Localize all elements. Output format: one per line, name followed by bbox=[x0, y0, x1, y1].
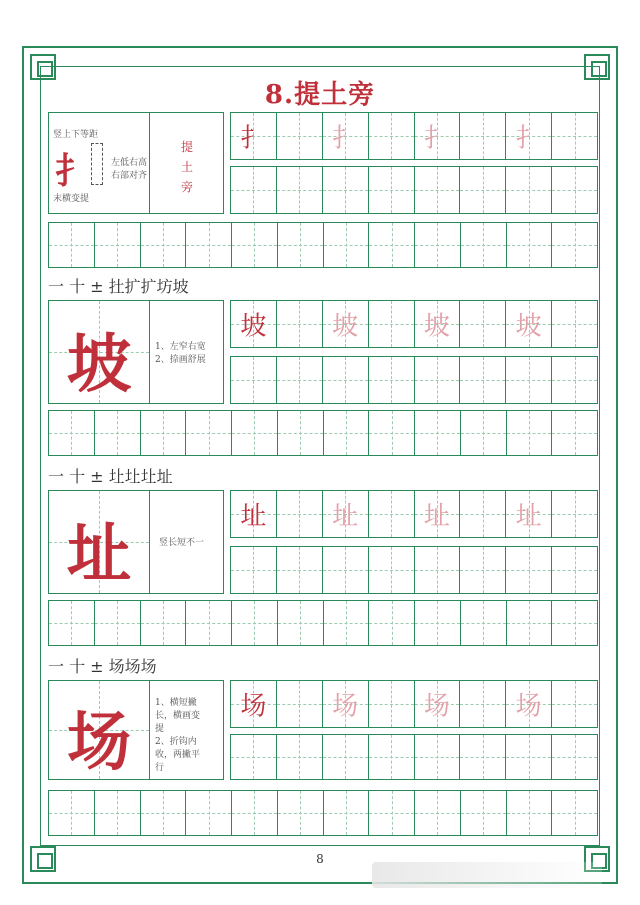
trace-char: 扌 bbox=[515, 123, 542, 154]
stroke-order: 一 十 ± 扗扩扩坊坡 bbox=[48, 277, 189, 296]
char-note: 竖长短不一 bbox=[159, 538, 205, 548]
trace-char: 场 bbox=[332, 691, 359, 722]
blank-row[interactable] bbox=[230, 166, 598, 214]
blank-row[interactable] bbox=[48, 600, 598, 646]
practice-row bbox=[230, 300, 598, 348]
watermark bbox=[372, 862, 602, 888]
stroke-order: 一 十 ± 场场场 bbox=[48, 657, 157, 676]
trace-char: 场 bbox=[423, 691, 450, 722]
trace-char: 坡 bbox=[423, 311, 450, 342]
page-number: 8 bbox=[316, 852, 324, 866]
trace-char: 场 bbox=[515, 691, 542, 722]
blank-row[interactable] bbox=[230, 734, 598, 780]
practice-char: 扌 bbox=[240, 123, 267, 154]
char-info-box bbox=[48, 680, 224, 780]
char-note: 1、左窄右宽 2、捺画舒展 bbox=[155, 342, 206, 365]
page-title: 8.提土旁 bbox=[264, 80, 376, 110]
intro-radical-char: 扌 bbox=[55, 150, 92, 192]
blank-row[interactable] bbox=[230, 546, 598, 594]
char-note: 1、横短撇 长，横画变 提 2、折钩内 收，两撇平 行 bbox=[155, 698, 201, 773]
trace-char: 址 bbox=[332, 501, 359, 532]
blank-row[interactable] bbox=[48, 222, 598, 268]
practice-char: 坡 bbox=[240, 311, 267, 342]
main-char: 址 bbox=[67, 517, 131, 592]
trace-char: 扌 bbox=[332, 123, 359, 154]
blank-row[interactable] bbox=[48, 790, 598, 836]
practice-row bbox=[230, 112, 598, 160]
divider bbox=[149, 681, 150, 779]
blank-row[interactable] bbox=[230, 356, 598, 404]
divider bbox=[149, 491, 150, 593]
divider bbox=[149, 113, 150, 213]
spacing-marker bbox=[91, 143, 103, 185]
trace-char: 坡 bbox=[515, 311, 542, 342]
intro-info-box bbox=[48, 112, 224, 214]
main-char: 场 bbox=[67, 705, 131, 780]
practice-row bbox=[230, 490, 598, 538]
stroke-order: 一 十 ± 圵圵圵址 bbox=[48, 467, 173, 486]
intro-note-4: 末横变提 bbox=[53, 194, 90, 204]
trace-char: 坡 bbox=[332, 311, 359, 342]
char-info-box bbox=[48, 300, 224, 404]
main-char: 坡 bbox=[67, 327, 131, 402]
intro-note-1: 竖上下等距 bbox=[53, 130, 99, 140]
trace-char: 址 bbox=[423, 501, 450, 532]
practice-char: 址 bbox=[240, 501, 267, 532]
practice-char: 场 bbox=[240, 691, 267, 722]
practice-row bbox=[230, 680, 598, 728]
divider bbox=[149, 301, 150, 403]
char-info-box bbox=[48, 490, 224, 594]
radical-name: 提 土 旁 bbox=[180, 140, 193, 194]
trace-char: 址 bbox=[515, 501, 542, 532]
intro-note-2: 左低右高 右部对齐 bbox=[111, 158, 148, 181]
blank-row[interactable] bbox=[48, 410, 598, 456]
trace-char: 扌 bbox=[423, 123, 450, 154]
